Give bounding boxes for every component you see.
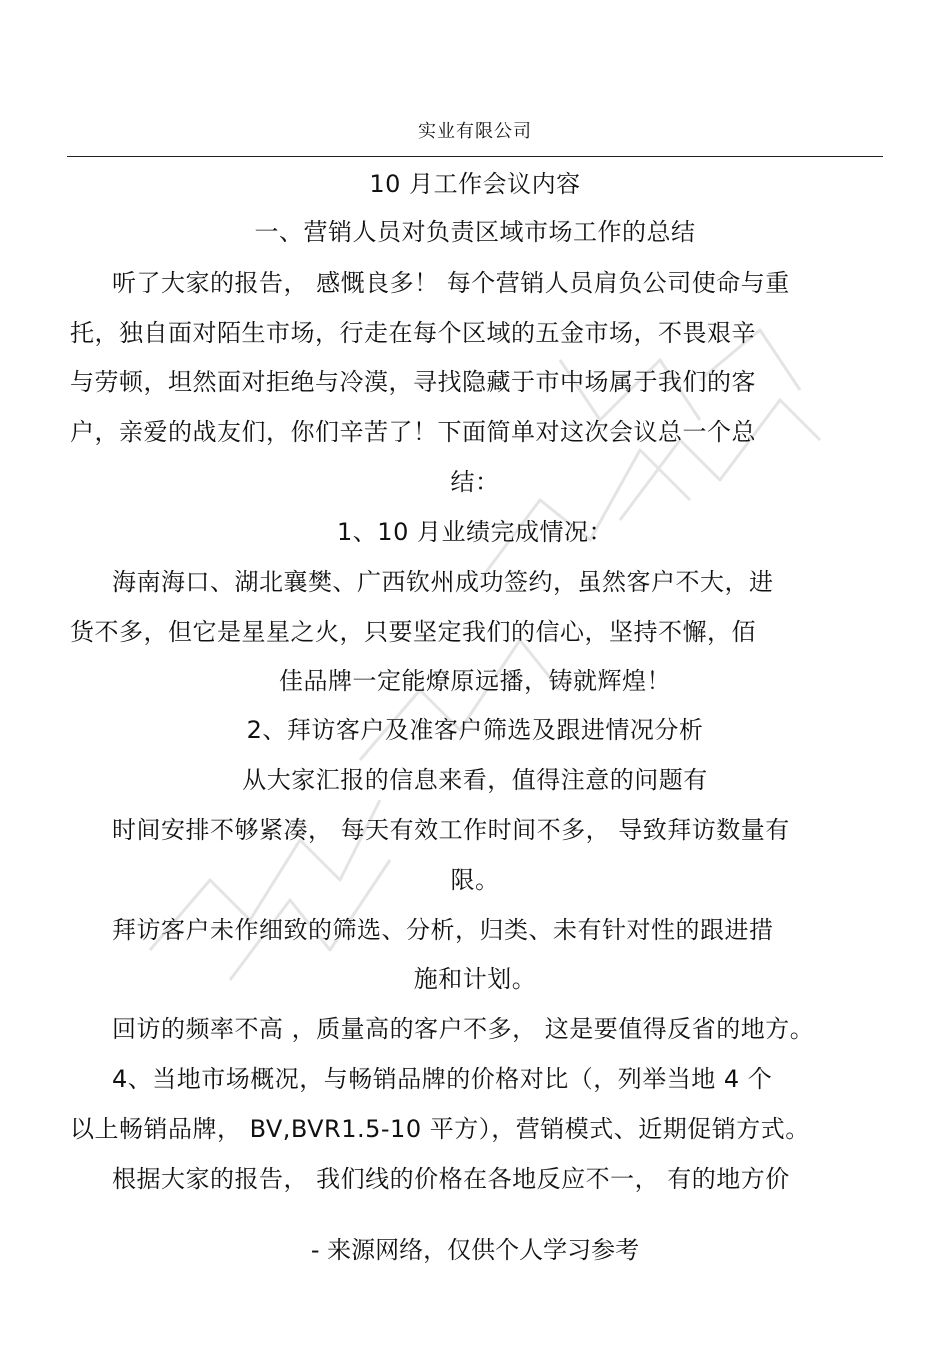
document-title: 10 月工作会议内容: [369, 170, 581, 198]
paragraph-line: 与劳顿，坦然面对拒绝与冷漠，寻找隐藏于市中场属于我们的客: [70, 368, 756, 396]
paragraph-line: 根据大家的报告， 我们线的价格在各地反应不一， 有的地方价: [112, 1165, 790, 1193]
paragraph-line: 时间安排不够紧凑， 每天有效工作时间不多， 导致拜访数量有: [112, 816, 790, 844]
paragraph-line: 以上畅销品牌， BV,BVR1.5-10 平方），营销模式、近期促销方式。: [70, 1115, 810, 1143]
paragraph-line: 回访的频率不高 ，质量高的客户不多， 这是要值得反省的地方。: [112, 1015, 815, 1043]
paragraph-line: 拜访客户未作细致的筛选、分析，归类、未有针对性的跟进措: [112, 916, 774, 944]
page-footer: - 来源网络，仅供个人学习参考: [310, 1236, 640, 1264]
paragraph-line: 限。: [450, 866, 500, 894]
paragraph-line: 施和计划。: [413, 965, 537, 993]
paragraph-line: 海南海口、湖北襄樊、广西钦州成功签约，虽然客户不大，进: [112, 568, 774, 596]
header-divider: [67, 156, 883, 157]
item-heading: 2、拜访客户及准客户筛选及跟进情况分析: [246, 716, 704, 744]
paragraph-line: 听了大家的报告， 感慨良多！ 每个营销人员肩负公司使命与重: [112, 269, 790, 297]
section-heading: 一、营销人员对负责区域市场工作的总结: [254, 218, 696, 246]
paragraph-line: 户，亲爱的战友们，你们辛苦了！下面简单对这次会议总一个总: [70, 418, 756, 446]
paragraph-line: 结：: [450, 468, 500, 496]
item-heading: 4、当地市场概况，与畅销品牌的价格对比（，列举当地 4 个: [112, 1065, 773, 1093]
page-header: 实业有限公司: [418, 121, 532, 142]
paragraph-line: 从大家汇报的信息来看，值得注意的问题有: [242, 766, 708, 794]
item-heading: 1、10 月业绩完成情况：: [337, 518, 613, 546]
paragraph-line: 托，独自面对陌生市场，行走在每个区域的五金市场，不畏艰辛: [70, 319, 756, 347]
paragraph-line: 货不多，但它是星星之火，只要坚定我们的信心，坚持不懈，佰: [70, 618, 756, 646]
paragraph-line: 佳品牌一定能燎原远播，铸就辉煌！: [279, 667, 671, 695]
